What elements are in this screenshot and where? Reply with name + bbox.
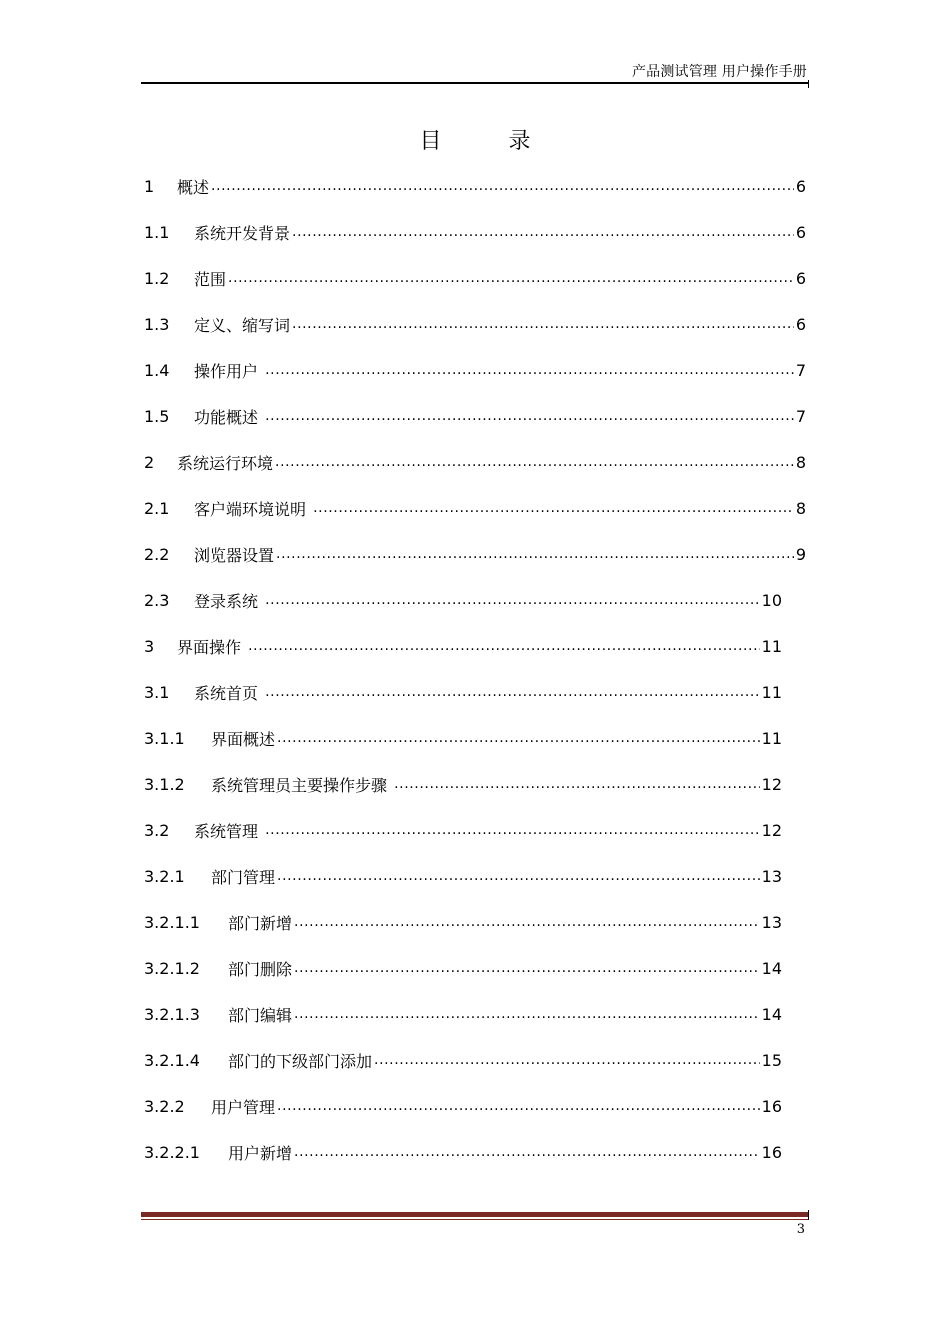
toc-dot-leader [265,590,760,610]
header-tick [808,80,809,88]
toc-entry-page: 14 [761,1004,782,1024]
toc-entry-number: 3.1 [144,682,170,702]
toc-entry-page: 6 [795,268,806,288]
toc-entry[interactable] [144,632,782,660]
toc-entry-label: 部门新增 [228,913,293,933]
toc-entry-page: 13 [761,912,782,932]
toc-entry[interactable] [144,770,782,798]
toc-dot-leader [294,958,760,978]
header-rule [141,82,809,84]
toc-entry-number: 1 [144,176,155,196]
toc-dot-leader [294,912,760,932]
toc-entry-page: 8 [795,498,806,518]
toc-entry[interactable] [144,448,806,476]
toc-entry-label: 浏览器设置 [194,545,275,565]
toc-dot-leader [265,682,760,702]
toc-entry-page: 15 [761,1050,782,1070]
toc-entry-label: 系统管理 [194,821,264,841]
toc-entry-label: 登录系统 [194,591,264,611]
toc-dot-leader [374,1050,760,1070]
toc-entry-number: 1.3 [144,314,170,334]
toc-dot-leader [265,360,794,380]
toc-entry-number: 1.4 [144,360,170,380]
toc-dot-leader [276,544,794,564]
toc-entry-number: 3.2.1.3 [144,1004,200,1024]
toc-dot-leader [294,1004,760,1024]
toc-entry-page: 16 [761,1142,782,1162]
toc-entry-label: 部门删除 [228,959,293,979]
toc-dot-leader [275,452,794,472]
toc-entry[interactable] [144,1138,782,1166]
toc-entry[interactable] [144,678,782,706]
toc-entry[interactable] [144,172,806,200]
toc-entry-number: 3.2.2 [144,1096,185,1116]
toc-entry[interactable] [144,402,806,430]
toc-entry-label: 系统开发背景 [194,223,291,243]
toc-entry[interactable] [144,908,782,936]
toc-entry-page: 14 [761,958,782,978]
toc-entry-number: 1.5 [144,406,170,426]
toc-entry-page: 11 [761,682,782,702]
toc-entry-number: 3.2.1.4 [144,1050,200,1070]
toc-entry-number: 2.3 [144,590,170,610]
toc-entry-page: 16 [761,1096,782,1116]
footer-tick [808,1210,809,1220]
toc-entry-page: 6 [795,222,806,242]
toc-dot-leader [313,498,794,518]
toc-dot-leader [277,728,760,748]
toc-entry-label: 用户新增 [228,1143,293,1163]
toc-entry-number: 3.2.1.1 [144,912,200,932]
toc-dot-leader [277,866,760,886]
toc-entry-page: 10 [761,590,782,610]
toc-entry-label: 概述 [177,177,210,197]
toc-entry[interactable] [144,310,806,338]
toc-entry-page: 12 [761,774,782,794]
toc-entry-number: 2 [144,452,155,472]
toc-entry[interactable] [144,1046,782,1074]
page-number: 3 [796,1222,805,1237]
toc-entry-label: 界面概述 [211,729,276,749]
toc-entry-label: 客户端环境说明 [194,499,312,519]
toc-entry[interactable] [144,494,806,522]
toc-entry-label: 定义、缩写词 [194,315,291,335]
toc-dot-leader [294,1142,760,1162]
toc-entry-number: 3.2.1.2 [144,958,200,978]
toc-entry-number: 2.1 [144,498,170,518]
toc-entry-label: 范围 [194,269,227,289]
toc-entry-page: 7 [795,360,806,380]
toc-dot-leader [265,406,794,426]
footer-rule [141,1212,808,1217]
toc-entry-number: 3.2 [144,820,170,840]
toc-entry-label: 部门管理 [211,867,276,887]
toc-entry-page: 9 [795,544,806,564]
toc-dot-leader [228,268,794,288]
toc-entry[interactable] [144,264,806,292]
toc-entry[interactable] [144,862,782,890]
toc-entry[interactable] [144,1092,782,1120]
toc-entry-number: 2.2 [144,544,170,564]
toc-entry[interactable] [144,218,806,246]
toc-entry-label: 部门编辑 [228,1005,293,1025]
toc-entry-page: 8 [795,452,806,472]
toc-dot-leader [211,176,794,196]
toc-entry[interactable] [144,816,782,844]
toc-entry-label: 功能概述 [194,407,264,427]
toc-entry-page: 12 [761,820,782,840]
toc-dot-leader [277,1096,760,1116]
toc-entry-page: 7 [795,406,806,426]
toc-entry-page: 13 [761,866,782,886]
toc-entry[interactable] [144,954,782,982]
toc-entry-label: 部门的下级部门添加 [228,1051,373,1071]
toc-title: 目 录 [419,129,561,154]
toc-dot-leader [265,820,760,840]
toc-entry-label: 界面操作 [177,637,247,657]
toc-entry-label: 操作用户 [194,361,264,381]
toc-entry-page: 11 [761,728,782,748]
toc-entry-number: 3.2.2.1 [144,1142,200,1162]
toc-entry-label: 系统管理员主要操作步骤 [211,775,393,795]
toc-entry[interactable] [144,356,806,384]
toc-entry[interactable] [144,586,782,614]
toc-entry[interactable] [144,540,806,568]
toc-entry-page: 11 [761,636,782,656]
toc-entry-number: 3.1.2 [144,774,185,794]
toc-dot-leader [292,314,794,334]
toc-entry-number: 1.2 [144,268,170,288]
toc-entry-number: 1.1 [144,222,170,242]
toc-dot-leader [394,774,760,794]
toc-entry[interactable] [144,1000,782,1028]
toc-entry-page: 6 [795,314,806,334]
toc-entry-label: 用户管理 [211,1097,276,1117]
toc-entry-label: 系统首页 [194,683,264,703]
header-title: 产品测试管理 用户操作手册 [631,64,807,80]
toc-entry-number: 3.2.1 [144,866,185,886]
toc-entry-page: 6 [795,176,806,196]
toc-entry-label: 系统运行环境 [177,453,274,473]
footer-rule-thin [141,1219,808,1220]
toc-dot-leader [292,222,794,242]
toc-entry[interactable] [144,724,782,752]
toc-dot-leader [248,636,760,656]
toc-entry-number: 3 [144,636,155,656]
toc-entry-number: 3.1.1 [144,728,185,748]
